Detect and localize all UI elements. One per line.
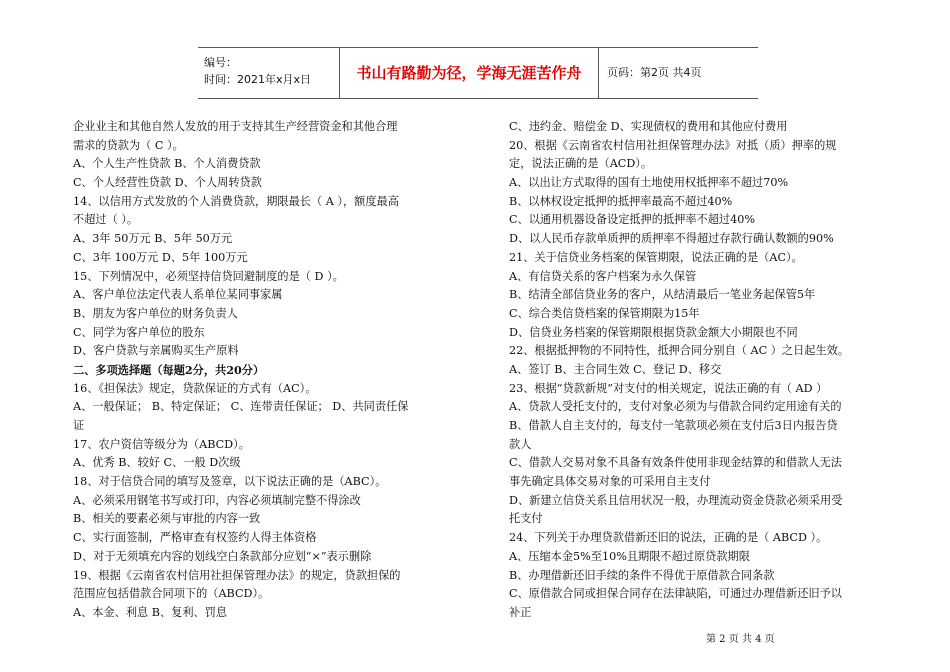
text-line: C、个人经营性贷款 D、个人周转贷款 [73, 176, 262, 190]
text-line: D、客户贷款与亲属购买生产原料 [73, 344, 239, 358]
text-line: D、以人民币存款单质押的质押率不得超过存款行确认数额的90% [509, 232, 834, 246]
text-line: A、优秀 B、较好 C、一般 D次级 [73, 456, 241, 470]
text-line: A、贷款人受托支付的，支付对象必须为与借款合同约定用途有关的 [509, 400, 842, 414]
text-line: 17、农户资信等级分为（ABCD）。 [73, 437, 250, 451]
text-line: A、必须采用钢笔书写或打印，内容必须填制完整不得涂改 [73, 493, 361, 507]
text-line: 22、根据抵押物的不同特性，抵押合同分别自（ AC ）之日起生效。 [509, 344, 850, 358]
text-line: B、朋友为客户单位的财务负责人 [73, 306, 238, 320]
text-line: C、以通用机器设备设定抵押的抵押率不超过40% [509, 213, 755, 227]
text-line: D、信贷业务档案的保管期限根据贷款金额大小期限也不同 [509, 325, 798, 339]
text-line: 21、关于信贷业务档案的保管期限，说法正确的是（AC）。 [509, 250, 803, 264]
text-line: 14、以信用方式发放的个人消费贷款，期限最长（ A ），额度最高 [73, 194, 399, 208]
text-line: D、新建立信贷关系且信用状况一般，办理流动资金贷款必须采用受 [509, 493, 843, 507]
text-line: 定，说法正确的是（ACD）。 [509, 157, 653, 171]
text-line: B、以林权设定抵押的抵押率最高不超过40% [509, 194, 733, 208]
text-line: 企业业主和其他自然人发放的用于支持其生产经营资金和其他合理 [73, 120, 398, 133]
motto: 书山有路勤为径，学海无涯苦作舟 [340, 48, 599, 98]
text-line: 15、下列情况中，必须坚持信贷回避制度的是（ D ）。 [73, 269, 344, 283]
page-footer: 第 2 页 共 4 页 [706, 634, 775, 645]
text-line: C、同学为客户单位的股东 [73, 325, 205, 339]
text-line: 事先确定具体交易对象的可采用自主支付 [509, 475, 711, 489]
text-line: 不超过（ ）。 [73, 213, 139, 227]
text-line: C、3年 100万元 D、5年 100万元 [73, 250, 248, 264]
text-line: 证 [73, 419, 85, 432]
page-header [198, 47, 758, 99]
text-line: A、以出让方式取得的国有土地使用权抵押率不超过70% [509, 176, 789, 190]
text-line: C、原借款合同或担保合同存在法律缺陷，可通过办理借新还旧予以 [509, 587, 842, 601]
section-heading: 二、多项选择题（每题2分，共20分） [73, 362, 265, 377]
time-label: 时间：2021年x月x日 [204, 73, 312, 86]
text-line: 23、根据“贷款新规”对支付的相关规定，说法正确的有（ AD ） [509, 381, 828, 395]
text-line: B、借款人自主支付的，每支付一笔款项必须在支付后3日内报告贷 [509, 419, 838, 432]
text-line: A、个人生产性贷款 B、个人消费贷款 [73, 157, 261, 171]
text-line: 16、《担保法》规定，贷款保证的方式有（AC）。 [73, 381, 317, 395]
text-line: B、结清全部信贷业务的客户，从结清最后一笔业务起保管5年 [509, 288, 816, 302]
text-line: C、综合类信贷档案的保管期限为15年 [509, 306, 700, 320]
text-line: D、对于无须填充内容的划线空白条款部分应划“×”表示删除 [73, 549, 372, 563]
text-line: A、有信贷关系的客户档案为永久保管 [509, 269, 697, 283]
text-line: A、压缩本金5%至10%且期限不超过原贷款期限 [509, 549, 750, 563]
text-line: C、实行面签制，严格审查有权签约人得主体资格 [73, 531, 317, 545]
text-line: B、办理借新还旧手续的条件不得优于原借款合同条款 [509, 568, 775, 582]
text-line: C、借款人交易对象不具备有效条件使用非现金结算的和借款人无法 [509, 456, 842, 470]
text-line: 款人 [509, 437, 532, 451]
text-line: A、一般保证； B、特定保证； C、连带责任保证； D、共同责任保 [73, 400, 409, 414]
text-line: 补正 [509, 605, 532, 619]
text-line: 19、根据《云南省农村信用社担保管理办法》的规定，贷款担保的 [73, 568, 401, 582]
header-info [198, 48, 340, 98]
text-line: A、3年 50万元 B、5年 50万元 [73, 232, 233, 246]
text-line: C、违约金、赔偿金 D、实现债权的费用和其他应付费用 [509, 120, 788, 133]
text-line: 20、根据《云南省农村信用社担保管理办法》对抵（质）押率的规 [509, 138, 837, 152]
text-line: A、客户单位法定代表人系单位某同事家属 [73, 288, 283, 302]
text-line: 24、下列关于办理贷款借新还旧的说法，正确的是（ ABCD ）。 [509, 531, 828, 545]
text-line: A、签订 B、主合同生效 C、登记 D、移交 [509, 362, 722, 376]
text-line: 托支付 [509, 512, 543, 526]
text-line: 范围应包括借款合同项下的（ABCD）。 [73, 587, 270, 601]
text-line: A、本金、利息 B、复利、罚息 [73, 605, 228, 619]
page-label: 页码：第2页 共4页 [607, 66, 702, 79]
left-column [73, 118, 463, 623]
text-line: 18、对于信贷合同的填写及签章，以下说法正确的是（ABC）。 [73, 475, 387, 489]
right-column [509, 118, 889, 623]
text-line: B、相关的要素必须与审批的内容一致 [73, 512, 261, 526]
number-label: 编号： [204, 56, 237, 69]
text-line: 需求的贷款为（ C ）。 [73, 138, 184, 152]
